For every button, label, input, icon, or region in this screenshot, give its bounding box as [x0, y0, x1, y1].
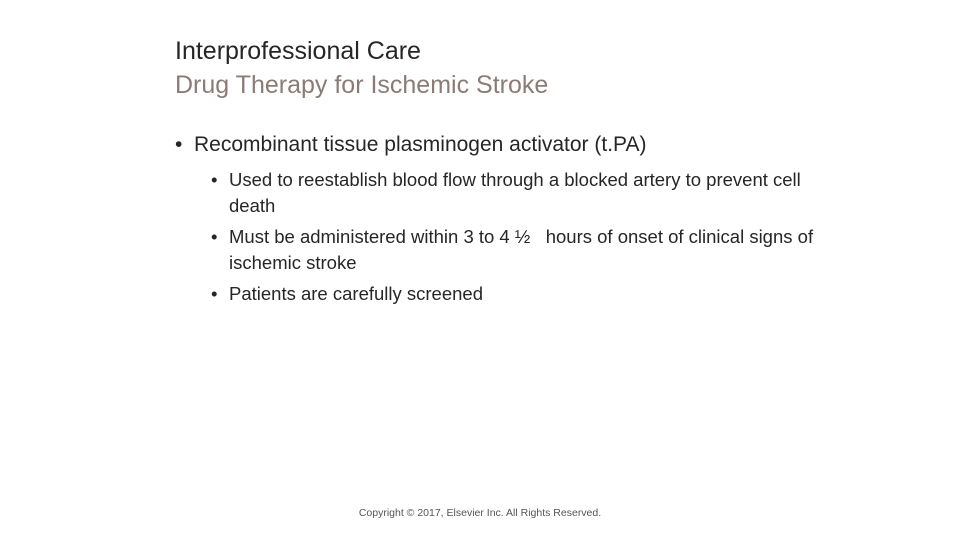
main-bullet: [175, 131, 835, 159]
copyright-footer: Copyright © 2017, Elsevier Inc. All Rights Reserved.: [358, 507, 602, 519]
sub-bullet-item: [211, 167, 835, 219]
slide-subtitle: Drug Therapy for Ischemic Stroke: [175, 71, 549, 99]
bullet-marker: •: [211, 283, 218, 304]
sub-bullet-item: [211, 281, 835, 307]
bullet-marker: •: [175, 133, 183, 156]
bullet-marker: •: [211, 226, 218, 247]
sub-bullet-text: Used to reestablish blood flow through a blocked artery to prevent cell death: [229, 169, 801, 216]
title-block: [175, 34, 875, 102]
sub-bullet-text: Patients are carefully screened: [229, 283, 483, 304]
sub-bullet-text: Must be administered within 3 to 4 ½ hours of onset of clinical signs of ischemic stroke: [229, 226, 819, 273]
main-bullet-text: Recombinant tissue plasminogen activator (t.PA): [194, 133, 647, 156]
sub-bullet-list: [211, 167, 835, 307]
slide-title: Interprofessional Care: [175, 37, 421, 65]
content-area: [175, 131, 835, 312]
sub-bullet-item: [211, 224, 835, 276]
bullet-marker: •: [211, 169, 218, 190]
